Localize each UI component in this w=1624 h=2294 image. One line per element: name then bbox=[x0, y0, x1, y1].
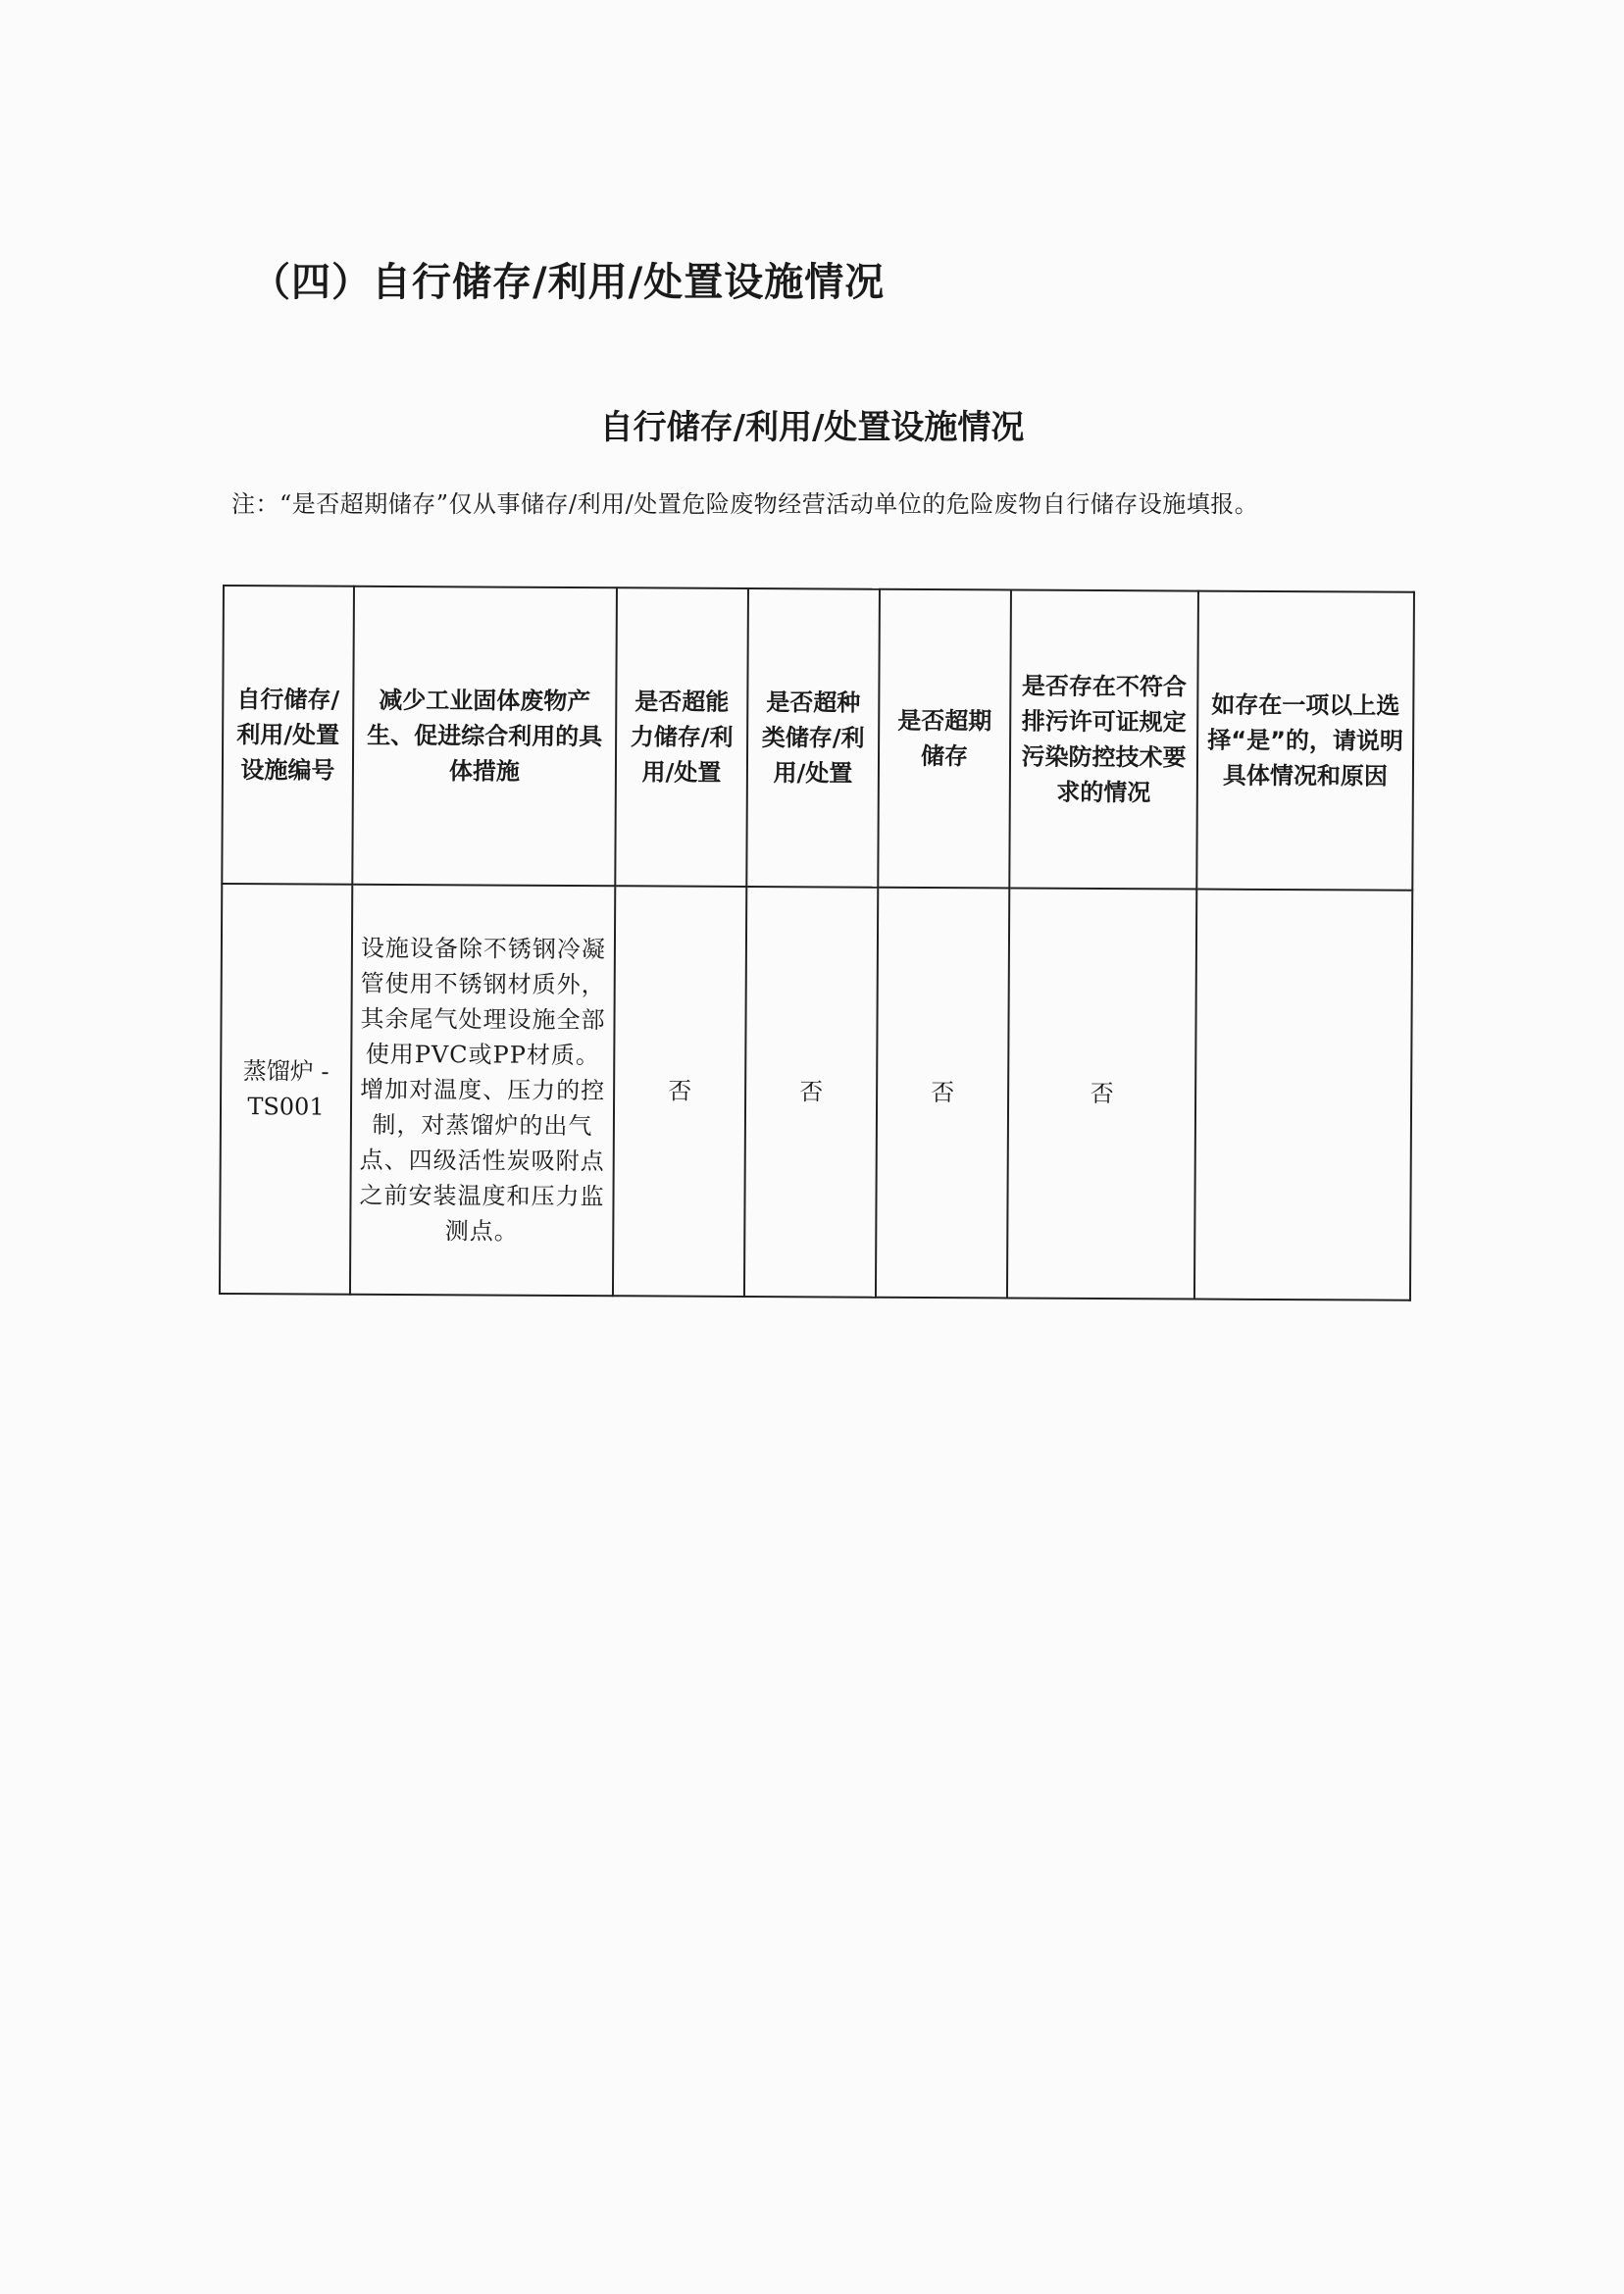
section-heading: （四）自行储存/利用/处置设施情况 bbox=[251, 260, 886, 305]
header-explanation: 如存在一项以上选择“是”的，请说明具体情况和原因 bbox=[1196, 591, 1414, 891]
header-noncompliance: 是否存在不符合排污许可证规定污染防控技术要求的情况 bbox=[1009, 589, 1198, 889]
header-over-period: 是否超期储存 bbox=[878, 589, 1011, 889]
table-title: 自行储存/利用/处置设施情况 bbox=[599, 408, 1025, 447]
cell-measures: 设施设备除不锈钢冷凝管使用不锈钢材质外，其余尾气处理设施全部使用PVC或PP材质。增加对温度、压力的控制，对蒸馏炉的出气点、四级活性炭吸附点之前安装温度和压力监测点。 bbox=[350, 885, 615, 1296]
cell-noncompliance: 否 bbox=[1007, 888, 1196, 1299]
header-facility-id: 自行储存/利用/处置设施编号 bbox=[222, 586, 354, 885]
cell-explanation bbox=[1194, 890, 1412, 1300]
header-over-capacity: 是否超能力储存/利用/处置 bbox=[615, 587, 748, 887]
cell-facility-id: 蒸馏炉 -TS001 bbox=[220, 884, 352, 1295]
facility-table-container bbox=[219, 585, 1413, 1301]
facility-table bbox=[219, 585, 1415, 1301]
table-row bbox=[220, 884, 1412, 1300]
header-over-type: 是否超种类储存/利用/处置 bbox=[746, 588, 880, 888]
table-header-row bbox=[222, 586, 1414, 891]
cell-over-type: 否 bbox=[744, 887, 878, 1298]
cell-over-period: 否 bbox=[876, 888, 1009, 1299]
note-text: 注：“是否超期储存”仅从事储存/利用/处置危险废物经营活动单位的危险废物自行储存设施填报。 bbox=[231, 490, 1259, 518]
cell-over-capacity: 否 bbox=[613, 886, 746, 1297]
header-measures: 减少工业固体废物产生、促进综合利用的具体措施 bbox=[352, 586, 617, 886]
